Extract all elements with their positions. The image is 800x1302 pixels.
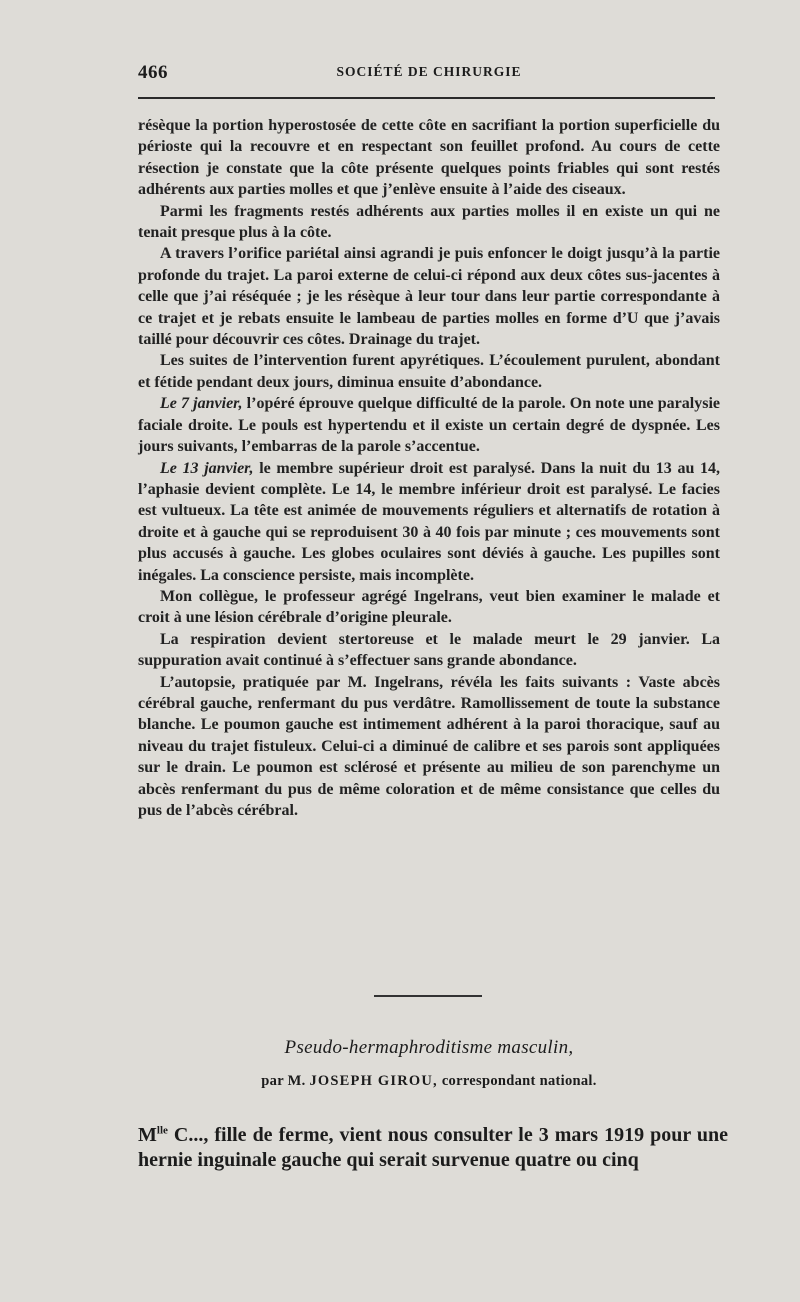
paragraph: Les suites de l’intervention furent apyrétiques. L’écoulement purulent, abondant et fétide pendant deux jours, diminua ensuite d’abondance. xyxy=(138,352,720,391)
lead-superscript: lle xyxy=(156,1124,168,1137)
date-label: Le 13 janvier, xyxy=(160,459,254,477)
date-label: Le 7 janvier, xyxy=(160,395,243,413)
paragraph-text: l’opéré éprouve quelque difficulté de la parole. On note une paralysie faciale droite. Le pouls est hypertendu et il existe un certain degré de dyspnée. Les jours suivants, l’embarras de la parole s’accentue. xyxy=(138,395,720,456)
paragraph: résèque la portion hyperostosée de cette côte en sacrifiant la portion superficielle du périoste qui la recouvre et en respectant son feuillet profond. Au cours de cette résection je constate que la côte présente quelques points friables qui sont restés adhérents aux parties molles et que j’enlève ensuite à l’aide des ciseaux. xyxy=(138,117,720,199)
paragraph xyxy=(138,393,720,457)
paragraph: Mon collègue, le professeur agrégé Ingelrans, veut bien examiner le malade et croit à une lésion cérébrale d’origine pleurale. xyxy=(138,587,720,627)
byline-suffix: correspondant national. xyxy=(441,1073,597,1089)
page-header xyxy=(138,62,720,86)
paragraph: L’autopsie, pratiquée par M. Ingelrans, révéla les faits suivants : Vaste abcès cérébral gauche, renfermant du pus verdâtre. Ramollissement de toute la substance blanche. Le poumon gauche est intimement adhérent à la paroi thoracique, sauf au niveau du trajet fistuleux. Celui-ci a diminué de calibre et ses parois sont appliquées sur le drain. Le poumon est sclérosé et présente au milieu de son parenchyme un abcès renfermant du pus de même coloration et de même consistance que celles du pus de l’abcès cérébral. xyxy=(138,673,720,819)
paragraph: La respiration devient stertoreuse et le malade meurt le 29 janvier. La suppuration avait continué à s’effectuer sans grande abondance. xyxy=(138,630,720,670)
paragraph: Parmi les fragments restés adhérents aux parties molles il en existe un qui ne tenait presque plus à la côte. xyxy=(138,202,720,242)
paragraph xyxy=(138,458,720,586)
lead-initial: M xyxy=(138,1124,157,1146)
paragraph-text: le membre supérieur droit est paralysé. Dans la nuit du 13 au 14, l’aphasie devient complète. Le 14, le membre inférieur droit est paralysé. Le facies est vultueux. La tête est animée de mouvements réguliers et alternatifs de rotation à droite et à gauche qui se reproduisent 30 à 40 fois par minute ; ces mouvements sont plus accusés à gauche. Les globes oculaires sont déviés à gauche. Les pupilles sont inégales. La conscience persiste, mais incomplète. xyxy=(138,459,720,584)
byline-prefix: par M. xyxy=(261,1073,306,1089)
section-divider xyxy=(374,995,482,997)
article-title: Pseudo-hermaphroditisme masculin, xyxy=(284,1037,574,1058)
paragraph: A travers l’orifice pariétal ainsi agrandi je puis enfoncer le doigt jusqu’à la partie profonde du trajet. La paroi externe de celui-ci répond aux deux côtes sus-jacentes à celle que j’ai réséquée ; je les résèque à leur tour dans leur partie correspondante à ce trajet et je rebats ensuite le lambeau de parties molles en forme d’U que j’avais taillé pour découvrir ces côtes. Drainage du trajet. xyxy=(138,245,720,349)
header-rule xyxy=(138,97,715,99)
body-text xyxy=(138,115,720,821)
author-name: JOSEPH GIROU, xyxy=(309,1073,438,1089)
page-number: 466 xyxy=(138,62,168,83)
running-title: SOCIÉTÉ DE CHIRURGIE xyxy=(336,64,522,79)
lead-text: C..., fille de ferme, vient nous consulter le 3 mars 1919 pour une hernie inguinale gauche qui serait survenue quatre ou cinq xyxy=(138,1124,728,1171)
article-lead-paragraph xyxy=(138,1123,728,1172)
article-byline xyxy=(138,1073,720,1090)
